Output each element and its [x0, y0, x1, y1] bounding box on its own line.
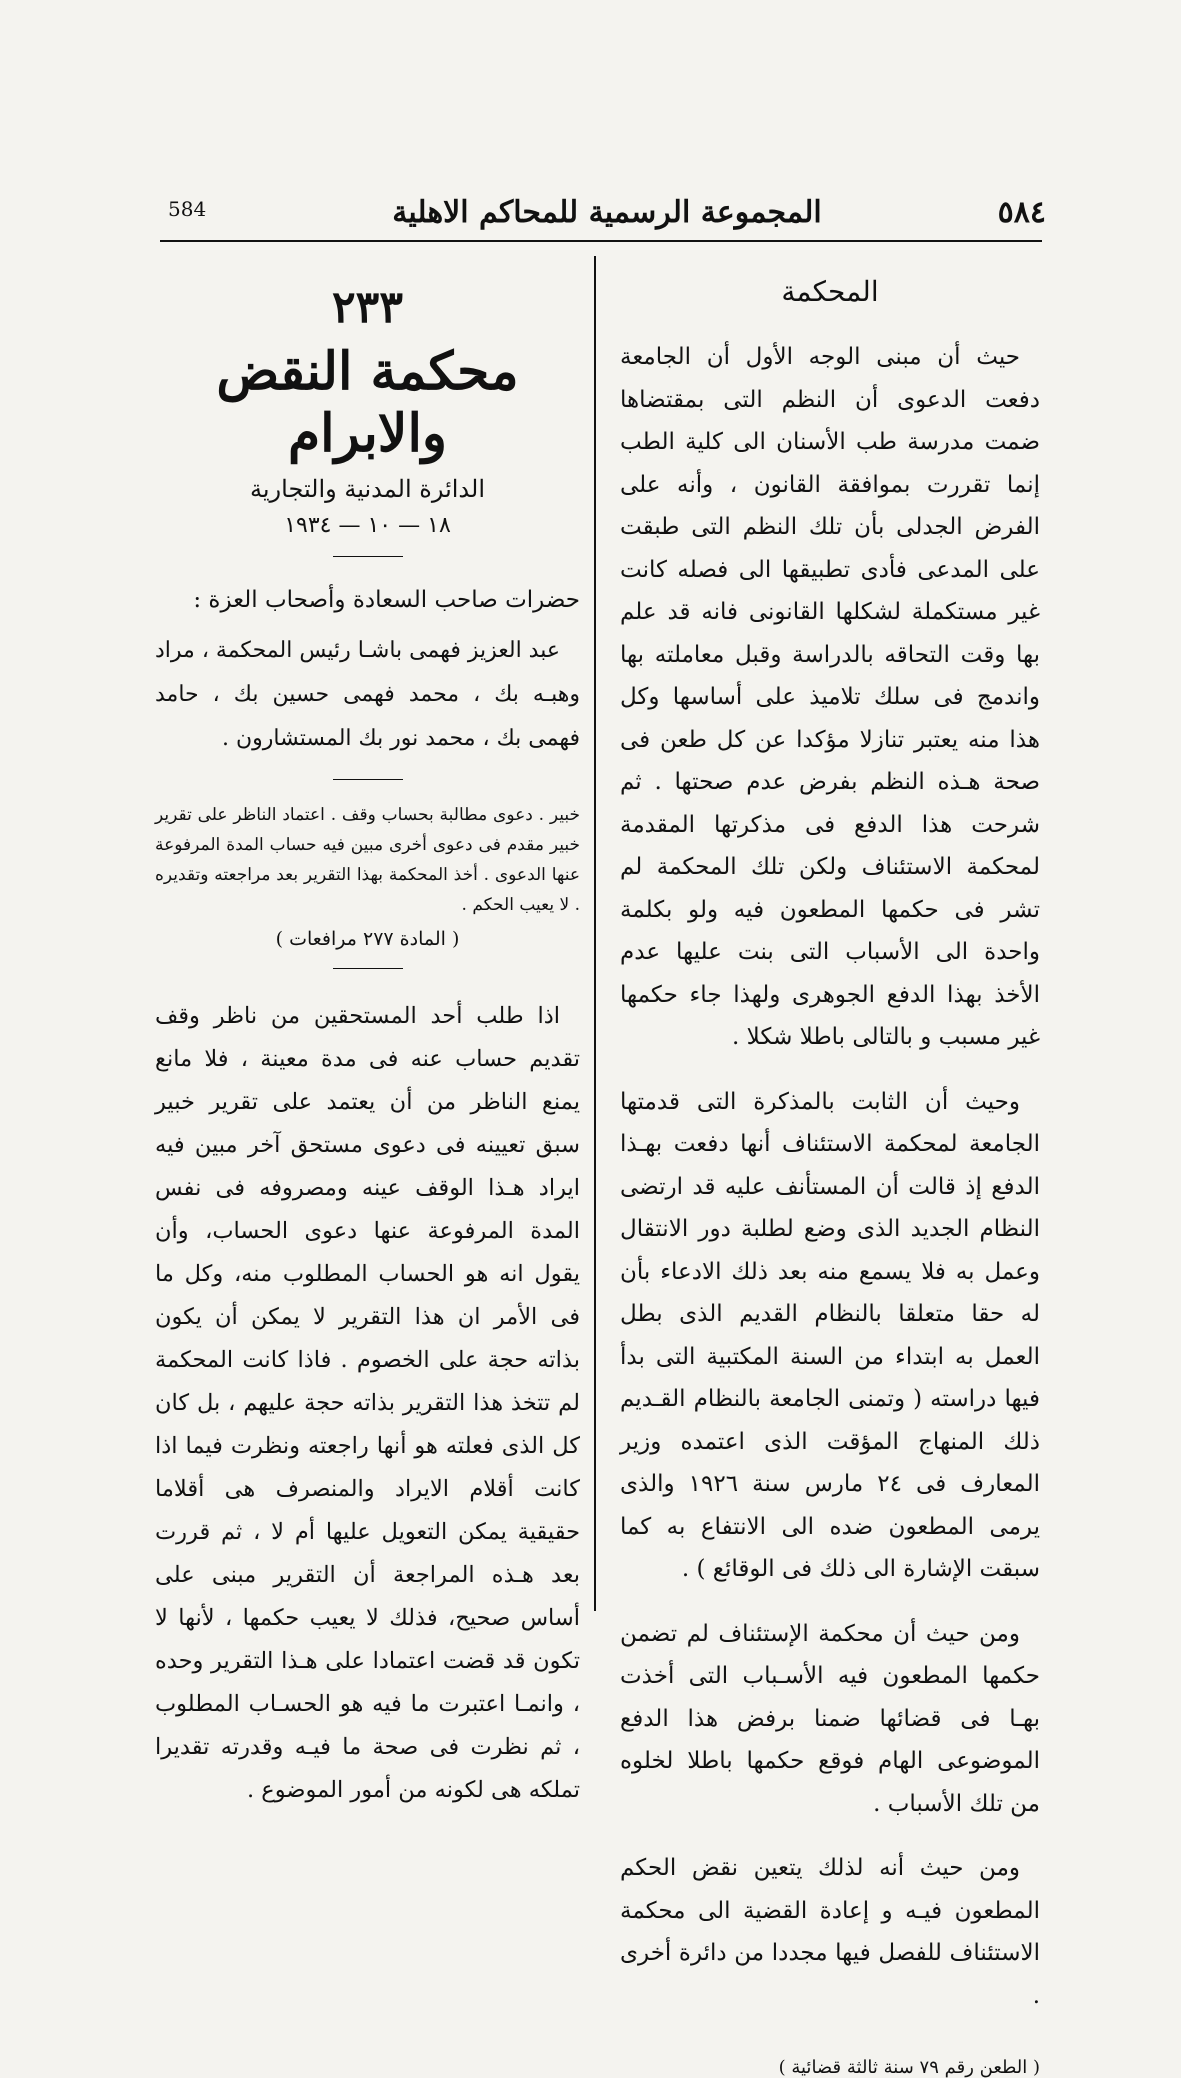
- right-column: [620, 275, 1040, 2078]
- court-name: محكمة النقض والابرام: [216, 341, 519, 464]
- case-number: ٢٣٣: [332, 282, 403, 333]
- bench-names: عبد العزيز فهمى باشـا رئيس المحكمة ، مراد وهبـه بك ، محمد فهمى حسين بك ، حامد فهمى بك ، محمد نور بك المستشارون .: [155, 638, 580, 751]
- bench-heading: حضرات صاحب السعادة وأصحاب العزة :: [193, 587, 580, 613]
- paragraph: حيث أن مبنى الوجه الأول أن الجامعة دفعت الدعوى أن النظم التى بمقتضاها ضمت مدرسة طب الأسنان الى كلية الطب إنما تقررت بموافقة القانون ، وأنه على الفرض الجدلى بأن تلك النظم التى طبقت على المدعى فأدى تطبيقها الى فصله كانت غير مستكملة لشكلها القانونى فانه قد علم بها وقت التحاقه بالدراسة وقبل معاملته بها واندمج فى سلك تلاميذ على أساسها وكل هذا منه يعتبر تنازلا مؤكدا عن كل طعن فى صحة هـذه النظم بفرض عدم صحتها . ثم شرحت هذا الدفع فى مذكرتها المقدمة لمحكمة الاستئناف ولكن تلك المحكمة لم تشر فى حكمها المطعون فيه ولو بكلمة واحدة الى الأسباب التى بنت عليها عدم الأخذ بهذا الدفع الجوهرى ولهذا جاء حكمها غير مسبب و بالتالى باطلا شكلا .: [620, 344, 1040, 1050]
- divider: [333, 968, 403, 969]
- column-divider: [594, 256, 596, 1611]
- page-header: [168, 195, 1046, 235]
- section-title: المحكمة: [781, 275, 879, 308]
- page-number-latin: 584: [168, 197, 207, 221]
- paragraph: ومن حيث أنه لذلك يتعين نقض الحكم المطعون فيـه و إعادة القضية الى محكمة الاستئناف للفصل فيها مجددا من دائرة أخرى .: [620, 1855, 1040, 2009]
- case-summary: خبير . دعوى مطالبة بحساب وقف . اعتماد الناظر على تقرير خبير مقدم فى دعوى أخرى مبين فيه حساب المدة المرفوعة عنها الدعوى . أخذ المحكمة بهذا التقرير بعد مراجعته وتقديره . لا يعيب الحكم .: [155, 805, 580, 915]
- page-number-arabic: ٥٨٤: [997, 195, 1046, 230]
- ruling-body: اذا طلب أحد المستحقين من ناظر وقف تقديم حساب عنه فى مدة معينة ، فلا مانع يمنع الناظر من أن يعتمد على تقرير خبير سبق تعيينه فى دعوى مستحق آخر مبين فيه ايراد هـذا الوقف عينه ومصروفه فى نفس المدة المرفوعة عنها دعوى الحساب، وأن يقول انه هو الحساب المطلوب منه، وكل ما فى الأمر ان هذا التقرير لا يمكن أن يكون بذاته حجة على الخصوم . فاذا كانت المحكمة لم تتخذ هذا التقرير بذاته حجة عليهم ، بل كان كل الذى فعلته هو أنها راجعته ونظرت فيما اذا كانت أقلام الايراد والمنصرف هى أقلاما حقيقية يمكن التعويل عليها أم لا ، ثم قررت بعد هـذه المراجعة أن التقرير مبنى على أساس صحيح، فذلك لا يعيب حكمها ، لأنها لا تكون قد قضت اعتمادا على هـذا التقرير وحده ، وانمـا اعتبرت ما فيه هو الحسـاب المطلوب ، ثم نظرت فى صحة ما فيـه وقدرته تقديرا تملكه هى لكونه من أمور الموضوع .: [155, 1003, 580, 1803]
- divider: [333, 556, 403, 557]
- left-column: [155, 282, 580, 1812]
- paragraph: ومن حيث أن محكمة الإستئناف لم تضمن حكمها المطعون فيه الأسـباب التى أخذت بهـا فى قضائها ضمنا برفض هذا الدفع الموضوعى الهام فوقع حكمها باطلا لخلوه من تلك الأسباب .: [620, 1620, 1040, 1817]
- circuit-name: الدائرة المدنية والتجارية: [250, 475, 485, 503]
- article-reference: ( المادة ٢٧٧ مرافعات ): [275, 928, 460, 950]
- header-rule: [160, 240, 1042, 242]
- running-title: المجموعة الرسمية للمحاكم الاهلية: [392, 195, 822, 230]
- paragraph: وحيث أن الثابت بالمذكرة التى قدمتها الجامعة لمحكمة الاستئناف أنها دفعت بهـذا الدفع إذ قالت أن المستأنف عليه قد ارتضى النظام الجديد الذى وضع لطلبة دور الانتقال وعمل به فلا يسمع منه بعد ذلك الادعاء بأن له حقا متعلقا بالنظام القديم الذى بطل العمل به ابتداء من السنة المكتبية التى بدأ فيها دراسته ( وتمنى الجامعة بالنظام القـديم ذلك المنهاج المؤقت الذى اعتمده وزير المعارف فى ٢٤ مارس سنة ١٩٢٦ والذى يرمى المطعون ضده الى الانتفاع به كما سبقت الإشارة الى ذلك فى الوقائع ) .: [620, 1088, 1040, 1582]
- reference-note: ( الطعن رقم ٧٩ سنة ثالثة قضائية ): [778, 2057, 1040, 2078]
- decision-date: ١٨ — ١٠ — ١٩٣٤: [284, 513, 451, 538]
- divider: [333, 779, 403, 780]
